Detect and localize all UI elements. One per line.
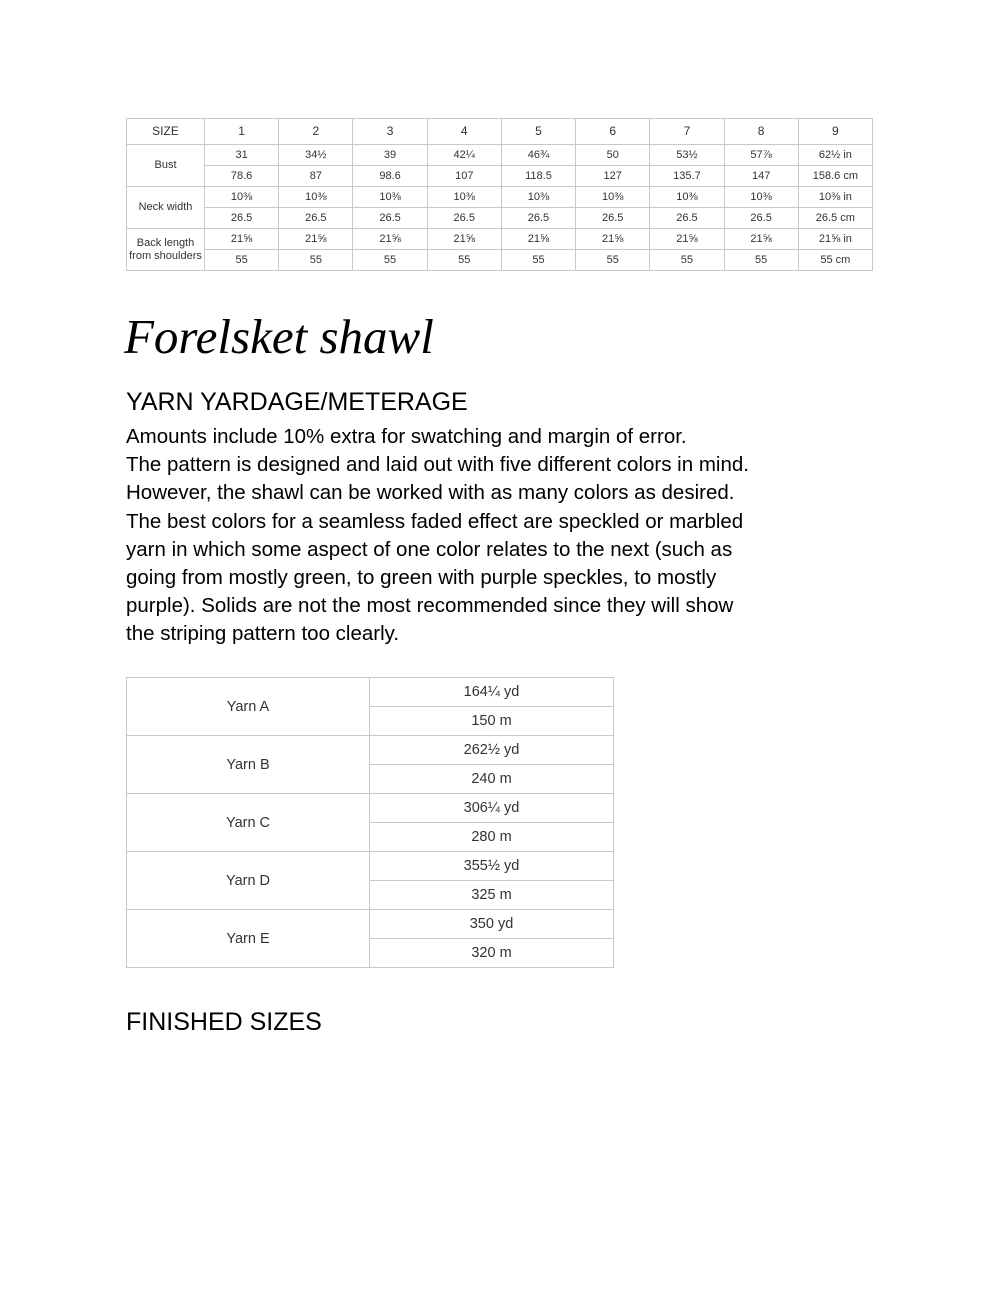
size-row-metric [127, 166, 873, 187]
size-table [126, 118, 873, 271]
yarn-yards-cell: 350 yd [370, 910, 614, 939]
yarn-name-cell: Yarn E [127, 910, 370, 968]
size-row-metric [127, 249, 873, 270]
description-line: Amounts include 10% extra for swatching and margin of error. [126, 425, 687, 448]
size-row-label: Back length from shoulders [127, 229, 205, 271]
size-value-cell: 147 [724, 166, 798, 187]
size-value-cell: 21⅝ [576, 229, 650, 250]
size-value-cell: 31 [205, 145, 279, 166]
yarn-row [127, 852, 614, 881]
size-value-cell: 26.5 [205, 208, 279, 229]
yarn-yards-cell: 262½ yd [370, 736, 614, 765]
yarn-row [127, 794, 614, 823]
size-value-cell: 10⅜ [576, 187, 650, 208]
size-value-cell: 98.6 [353, 166, 427, 187]
size-value-cell: 10⅜ [501, 187, 575, 208]
size-value-cell: 127 [576, 166, 650, 187]
size-row-label: Neck width [127, 187, 205, 229]
size-value-cell: 26.5 [576, 208, 650, 229]
yarn-meters-cell: 320 m [370, 939, 614, 968]
yarn-name-cell: Yarn A [127, 678, 370, 736]
size-value-cell: 10⅜ in [798, 187, 872, 208]
size-row-imperial [127, 229, 873, 250]
size-value-cell: 55 [205, 249, 279, 270]
yarn-name-cell: Yarn C [127, 794, 370, 852]
size-header-cell: 7 [650, 119, 724, 145]
size-value-cell: 26.5 [650, 208, 724, 229]
size-value-cell: 55 [353, 249, 427, 270]
size-value-cell: 26.5 cm [798, 208, 872, 229]
size-value-cell: 62½ in [798, 145, 872, 166]
size-value-cell: 55 [650, 249, 724, 270]
description-line: yarn in which some aspect of one color relates to the next (such as [126, 537, 733, 561]
size-value-cell: 10⅜ [353, 187, 427, 208]
description-line: The pattern is designed and laid out with five different colors in mind. [126, 453, 749, 477]
size-value-cell: 26.5 [427, 208, 501, 229]
size-value-cell: 10⅜ [724, 187, 798, 208]
size-row-imperial [127, 145, 873, 166]
yarn-name-cell: Yarn D [127, 852, 370, 910]
size-value-cell: 26.5 [279, 208, 353, 229]
size-value-cell: 21⅝ [427, 229, 501, 250]
size-header-cell: 1 [205, 119, 279, 145]
size-header-cell: 8 [724, 119, 798, 145]
size-value-cell: 21⅝ [724, 229, 798, 250]
yarn-meters-cell: 280 m [370, 823, 614, 852]
yarn-description [126, 423, 886, 649]
yarn-row [127, 736, 614, 765]
description-line: going from mostly green, to green with purple speckles, to mostly [126, 566, 717, 590]
yarn-section-heading: YARN YARDAGE/METERAGE [126, 388, 468, 416]
size-value-cell: 57⅞ [724, 145, 798, 166]
size-value-cell: 158.6 cm [798, 166, 872, 187]
size-value-cell: 21⅝ [279, 229, 353, 250]
size-value-cell: 21⅝ [353, 229, 427, 250]
size-value-cell: 34½ [279, 145, 353, 166]
size-value-cell: 107 [427, 166, 501, 187]
size-value-cell: 26.5 [724, 208, 798, 229]
description-line: purple). Solids are not the most recommended since they will show [126, 594, 734, 618]
finished-sizes-heading: FINISHED SIZES [126, 1008, 322, 1036]
size-value-cell: 55 [427, 249, 501, 270]
size-header-label: SIZE [127, 119, 205, 145]
size-value-cell: 55 [576, 249, 650, 270]
size-value-cell: 21⅝ [650, 229, 724, 250]
size-value-cell: 21⅝ in [798, 229, 872, 250]
size-value-cell: 118.5 [501, 166, 575, 187]
size-value-cell: 55 [724, 249, 798, 270]
size-value-cell: 10⅜ [205, 187, 279, 208]
size-value-cell: 55 [279, 249, 353, 270]
size-value-cell: 10⅜ [279, 187, 353, 208]
page-title: Forelsket shawl [124, 309, 434, 364]
yarn-meters-cell: 240 m [370, 765, 614, 794]
yarn-meters-cell: 150 m [370, 707, 614, 736]
yarn-row [127, 910, 614, 939]
description-line: the striping pattern too clearly. [126, 622, 400, 646]
size-value-cell: 10⅜ [427, 187, 501, 208]
yarn-table [126, 677, 614, 968]
description-line: However, the shawl can be worked with as many colors as desired. [126, 481, 735, 505]
size-value-cell: 21⅝ [501, 229, 575, 250]
size-value-cell: 10⅜ [650, 187, 724, 208]
size-value-cell: 87 [279, 166, 353, 187]
size-header-cell: 2 [279, 119, 353, 145]
yarn-meters-cell: 325 m [370, 881, 614, 910]
size-header-cell: 3 [353, 119, 427, 145]
size-row-metric [127, 208, 873, 229]
size-header-cell: 6 [576, 119, 650, 145]
size-value-cell: 50 [576, 145, 650, 166]
yarn-row [127, 678, 614, 707]
size-value-cell: 42¼ [427, 145, 501, 166]
size-row-imperial [127, 187, 873, 208]
yarn-yards-cell: 164¼ yd [370, 678, 614, 707]
size-value-cell: 55 [501, 249, 575, 270]
size-header-cell: 9 [798, 119, 872, 145]
description-line: The best colors for a seamless faded effect are speckled or marbled [126, 509, 744, 533]
size-value-cell: 26.5 [501, 208, 575, 229]
yarn-yards-cell: 355½ yd [370, 852, 614, 881]
size-header-cell: 5 [501, 119, 575, 145]
size-value-cell: 21⅝ [205, 229, 279, 250]
size-value-cell: 53½ [650, 145, 724, 166]
size-header-row [127, 119, 873, 145]
size-header-cell: 4 [427, 119, 501, 145]
size-value-cell: 135.7 [650, 166, 724, 187]
yarn-yards-cell: 306¼ yd [370, 794, 614, 823]
size-value-cell: 39 [353, 145, 427, 166]
size-value-cell: 55 cm [798, 249, 872, 270]
size-value-cell: 26.5 [353, 208, 427, 229]
size-value-cell: 78.6 [205, 166, 279, 187]
size-value-cell: 46¾ [501, 145, 575, 166]
yarn-name-cell: Yarn B [127, 736, 370, 794]
size-row-label: Bust [127, 145, 205, 187]
